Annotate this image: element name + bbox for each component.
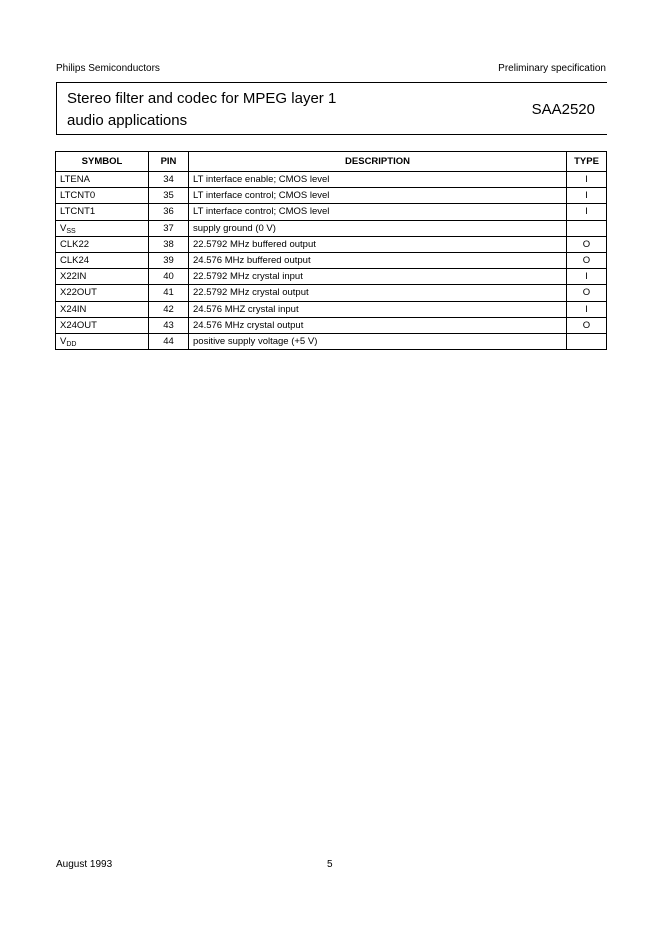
cell-description: positive supply voltage (+5 V) xyxy=(189,333,567,349)
company-name: Philips Semiconductors xyxy=(56,63,160,74)
cell-symbol xyxy=(56,285,149,301)
cell-symbol xyxy=(56,236,149,252)
symbol-text: LTCNT0 xyxy=(60,190,96,202)
part-number: SAA2520 xyxy=(531,101,595,118)
table-row xyxy=(56,252,607,268)
footer-page-number: 5 xyxy=(327,859,333,870)
symbol-subscript: DD xyxy=(66,340,77,348)
cell-pin: 37 xyxy=(149,220,189,236)
cell-symbol xyxy=(56,220,149,236)
cell-pin: 35 xyxy=(149,188,189,204)
cell-pin: 43 xyxy=(149,317,189,333)
cell-symbol xyxy=(56,317,149,333)
table-row xyxy=(56,317,607,333)
table-header-row xyxy=(56,152,607,172)
footer-date: August 1993 xyxy=(56,859,113,870)
cell-pin: 39 xyxy=(149,252,189,268)
table-row xyxy=(56,204,607,220)
symbol-text: V xyxy=(60,335,67,347)
header-bottom-rule xyxy=(56,134,607,135)
cell-pin: 42 xyxy=(149,301,189,317)
spec-status: Preliminary specification xyxy=(498,63,606,74)
cell-type: O xyxy=(567,236,607,252)
symbol-subscript: SS xyxy=(66,227,76,235)
cell-type: O xyxy=(567,317,607,333)
cell-description: 24.576 MHz buffered output xyxy=(189,252,567,268)
symbol-text: X24OUT xyxy=(60,319,97,331)
document-title-line-1: Stereo filter and codec for MPEG layer 1 xyxy=(67,90,337,107)
symbol-text: X24IN xyxy=(60,303,87,315)
pin-description-table xyxy=(55,151,607,350)
cell-description: 22.5792 MHz crystal output xyxy=(189,285,567,301)
column-header-type: TYPE xyxy=(567,152,607,172)
table-body xyxy=(56,172,607,350)
column-header-pin: PIN xyxy=(149,152,189,172)
cell-description: 24.576 MHZ crystal input xyxy=(189,301,567,317)
cell-type: O xyxy=(567,285,607,301)
cell-type: O xyxy=(567,252,607,268)
symbol-text: LTENA xyxy=(60,174,90,186)
document-title xyxy=(67,88,387,132)
cell-type: I xyxy=(567,269,607,285)
symbol-text: LTCNT1 xyxy=(60,206,96,218)
symbol-text: V xyxy=(60,222,67,234)
cell-type: I xyxy=(567,172,607,188)
title-block-divider xyxy=(56,82,57,134)
cell-type: I xyxy=(567,301,607,317)
cell-type xyxy=(567,220,607,236)
table-row xyxy=(56,301,607,317)
cell-symbol xyxy=(56,252,149,268)
cell-symbol xyxy=(56,172,149,188)
cell-symbol xyxy=(56,333,149,349)
cell-pin: 40 xyxy=(149,269,189,285)
cell-description: 24.576 MHz crystal output xyxy=(189,317,567,333)
header-top-rule xyxy=(56,82,607,83)
cell-pin: 41 xyxy=(149,285,189,301)
cell-pin: 38 xyxy=(149,236,189,252)
cell-symbol xyxy=(56,204,149,220)
cell-description: supply ground (0 V) xyxy=(189,220,567,236)
column-header-description: DESCRIPTION xyxy=(189,152,567,172)
table-row xyxy=(56,269,607,285)
table-row xyxy=(56,285,607,301)
cell-description: LT interface enable; CMOS level xyxy=(189,172,567,188)
cell-description: LT interface control; CMOS level xyxy=(189,204,567,220)
symbol-text: X22OUT xyxy=(60,287,97,299)
cell-type: I xyxy=(567,188,607,204)
cell-pin: 44 xyxy=(149,333,189,349)
cell-type: I xyxy=(567,204,607,220)
table-row xyxy=(56,188,607,204)
document-title-line-2: audio applications xyxy=(67,112,188,129)
cell-pin: 36 xyxy=(149,204,189,220)
table-row xyxy=(56,236,607,252)
table-row xyxy=(56,172,607,188)
cell-type xyxy=(567,333,607,349)
symbol-text: CLK22 xyxy=(60,238,90,250)
cell-symbol xyxy=(56,301,149,317)
cell-description: 22.5792 MHz buffered output xyxy=(189,236,567,252)
cell-description: 22.5792 MHz crystal input xyxy=(189,269,567,285)
column-header-symbol: SYMBOL xyxy=(56,152,149,172)
symbol-text: CLK24 xyxy=(60,255,90,267)
cell-pin: 34 xyxy=(149,172,189,188)
table-row xyxy=(56,220,607,236)
cell-description: LT interface control; CMOS level xyxy=(189,188,567,204)
cell-symbol xyxy=(56,269,149,285)
symbol-text: X22IN xyxy=(60,271,87,283)
cell-symbol xyxy=(56,188,149,204)
table-row xyxy=(56,333,607,349)
